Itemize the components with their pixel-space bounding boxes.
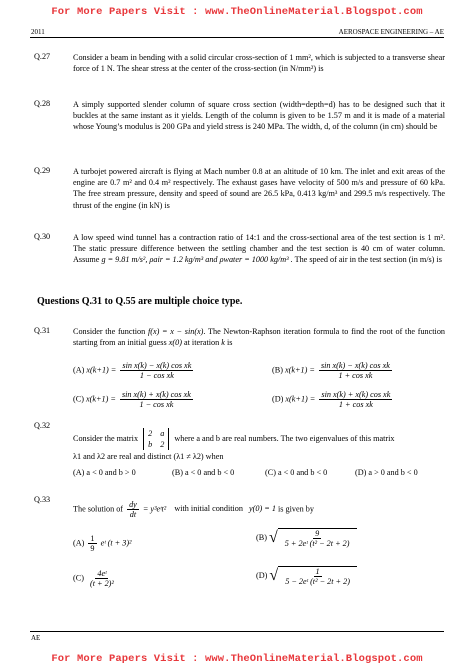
radical-sign: √: [269, 567, 279, 584]
option-c[interactable]: (C) a < 0 and b < 0: [265, 468, 328, 477]
question-text-part: is: [226, 338, 233, 348]
question-text-part: . The Newton-Raphson iteration formula to find the root of the function starting from an initial guess: [73, 327, 446, 348]
fraction-numerator: 9: [315, 529, 320, 538]
header-rule: [30, 37, 444, 38]
fraction-numerator: sin x(k) − x(k) cos xk: [320, 361, 390, 370]
question-text-part: where a and b are real numbers. The two eigenvalues of this matrix: [174, 433, 395, 443]
option-a[interactable]: [73, 361, 195, 380]
sqrt-body: [278, 528, 357, 548]
option-fraction: [88, 569, 116, 588]
bottom-banner: For More Papers Visit : www.TheOnlineMaterial.Blogspot.com: [51, 653, 423, 665]
question-32-body: [73, 428, 445, 450]
initial-condition: y(0) = 1: [249, 504, 276, 514]
derivative: [127, 500, 139, 519]
fraction-numerator: sin x(k) + x(k) cos xk: [121, 390, 191, 399]
top-banner: For More Papers Visit : www.TheOnlineMaterial.Blogspot.com: [51, 6, 423, 18]
question-number: Q.31: [34, 326, 51, 335]
option-expression: eᵗ (t + 3)²: [100, 538, 132, 548]
option-fraction: [319, 390, 392, 409]
option-label: (A): [73, 538, 85, 548]
question-number: Q.30: [34, 232, 51, 241]
sqrt-expression: [269, 566, 357, 586]
matrix-cell: 2: [160, 440, 165, 449]
question-text-part: Consider the function: [73, 327, 146, 336]
option-label: (B): [256, 532, 267, 542]
option-fraction: [120, 390, 193, 409]
option-lhs: x(k+1) =: [285, 394, 316, 404]
option-b[interactable]: [256, 528, 357, 548]
fraction-denominator: 1 + cos xk: [338, 400, 373, 409]
question-number: Q.33: [34, 495, 51, 504]
fraction-denominator: 1 − cos xk: [139, 400, 174, 409]
radical-sign: √: [268, 529, 278, 546]
question-32-condition: λ1 and λ2 are real and distinct (λ1 ≠ λ2) when: [73, 452, 224, 461]
option-d[interactable]: [256, 566, 357, 586]
fraction-denominator: (t + 2)²: [89, 579, 114, 588]
question-text: [73, 232, 445, 266]
initial-guess: x(0): [168, 338, 182, 348]
option-d[interactable]: [272, 390, 394, 409]
option-label: (C): [73, 394, 84, 404]
option-fraction: [283, 529, 352, 548]
option-label: (B): [272, 365, 283, 375]
option-a[interactable]: (A) a < 0 and b > 0: [73, 468, 136, 477]
option-label: (A): [73, 365, 85, 375]
question-number: Q.28: [34, 99, 51, 108]
footer-rule: [30, 631, 444, 632]
option-b[interactable]: [272, 361, 394, 380]
header-subject: AEROSPACE ENGINEERING – AE: [338, 28, 444, 36]
matrix-cell: a: [160, 429, 165, 438]
question-number: Q.29: [34, 166, 51, 175]
option-label: (C): [73, 573, 84, 583]
option-c[interactable]: [73, 569, 118, 588]
matrix-cell: b: [148, 440, 153, 449]
question-number: Q.27: [34, 52, 51, 61]
option-lhs: x(k+1) =: [86, 365, 117, 375]
option-fraction: [283, 567, 352, 586]
fraction-numerator: 4eᵗ: [97, 569, 107, 578]
fraction-numerator: 1: [90, 534, 95, 543]
option-b[interactable]: (B) a < 0 and b < 0: [172, 468, 235, 477]
fraction-denominator: 5 − 2eᵗ (t² − 2t + 2): [285, 577, 350, 586]
option-label: (D): [272, 394, 284, 404]
header-year: 2011: [31, 28, 45, 36]
sqrt-expression: [269, 528, 357, 548]
question-text-part: A low speed wind tunnel has a contraction ratio of 14:1 and the cross-sectional area of the test section is 1 m². The static pressure difference between the settling chamber and the test section is 40 cm of water column. Assume: [73, 233, 445, 265]
fraction-numerator: 1: [315, 567, 320, 576]
footer-code: AE: [31, 634, 41, 642]
option-lhs: x(k+1) =: [284, 365, 315, 375]
section-heading: Questions Q.31 to Q.55 are multiple choice type.: [37, 296, 243, 307]
question-text-part: is given by: [278, 504, 314, 514]
question-text: Consider a beam in bending with a solid circular cross-section of 1 mm², which is subjected to a transverse shear force of 1 N. The shear stress at the center of the cross-section (in N/mm²) is: [73, 53, 445, 74]
fraction-denominator: dt: [129, 510, 137, 519]
fraction-denominator: 5 + 2eᵗ (t² − 2t + 2): [284, 539, 350, 548]
question-text-part: The speed of air in the test section (in m/s) is: [294, 255, 442, 265]
fraction-numerator: sin x(k) − x(k) cos xk: [122, 361, 192, 370]
option-fraction: [319, 361, 392, 380]
matrix: [143, 428, 169, 450]
matrix-row: [148, 428, 164, 439]
option-fraction: [120, 361, 193, 380]
question-number: Q.32: [34, 421, 51, 430]
option-d[interactable]: (D) a > 0 and b < 0: [355, 468, 418, 477]
option-label: (D): [256, 570, 268, 580]
fraction-numerator: dy: [129, 500, 137, 509]
question-text: A simply supported slender column of square cross section (width=depth=d) has to be designed such that it buckles at the same instant as it yields. Length of the column is given to be 1.57 m and it is made of a material whose Young’s modulus is 200 GPa and yield stress is 240 MPa. The width, d, of the column (in cm) should be: [73, 100, 445, 132]
option-c[interactable]: [73, 390, 195, 409]
matrix-cell: 2: [148, 429, 153, 438]
option-coefficient: [88, 534, 96, 553]
function-expression: f(x) = x − sin(x): [147, 327, 204, 336]
question-text-part: Consider the matrix: [73, 433, 139, 443]
question-text-part: The solution of: [73, 504, 124, 514]
fraction-denominator: 9: [90, 544, 95, 553]
question-text: A turbojet powered aircraft is flying at Mach number 0.8 at an altitude of 10 km. The inlet and exit areas of the engine are 0.7 m² and 0.4 m² respectively. The exhaust gases have velocity of 500 m/s and pressure of 60 kPa. The free stream pressure, density and speed of sound are 26.5 kPa, 0.413 kg/m³ and 299.5 m/s respectively. The thrust of the engine (in kN) is: [73, 167, 445, 210]
question-33-body: [73, 500, 314, 519]
fraction-denominator: 1 − cos xk: [139, 371, 174, 380]
option-lhs: x(k+1) =: [85, 394, 116, 404]
fraction-numerator: sin x(k) + x(k) cos xk: [321, 390, 391, 399]
option-a[interactable]: [73, 534, 132, 553]
question-text-part: with initial condition: [174, 504, 243, 514]
matrix-row: [148, 439, 164, 450]
ode-rhs: = y³eᵗt²: [142, 504, 167, 514]
sqrt-body: [278, 566, 357, 586]
question-text-part: at iteration: [183, 338, 220, 348]
iteration-symbol: k: [221, 338, 225, 348]
fraction-denominator: 1 + cos xk: [338, 371, 373, 380]
question-text: [73, 326, 445, 348]
equation: g = 9.81 m/s², ρair = 1.2 kg/m³ and ρwater = 1000 kg/m³ .: [101, 255, 293, 265]
